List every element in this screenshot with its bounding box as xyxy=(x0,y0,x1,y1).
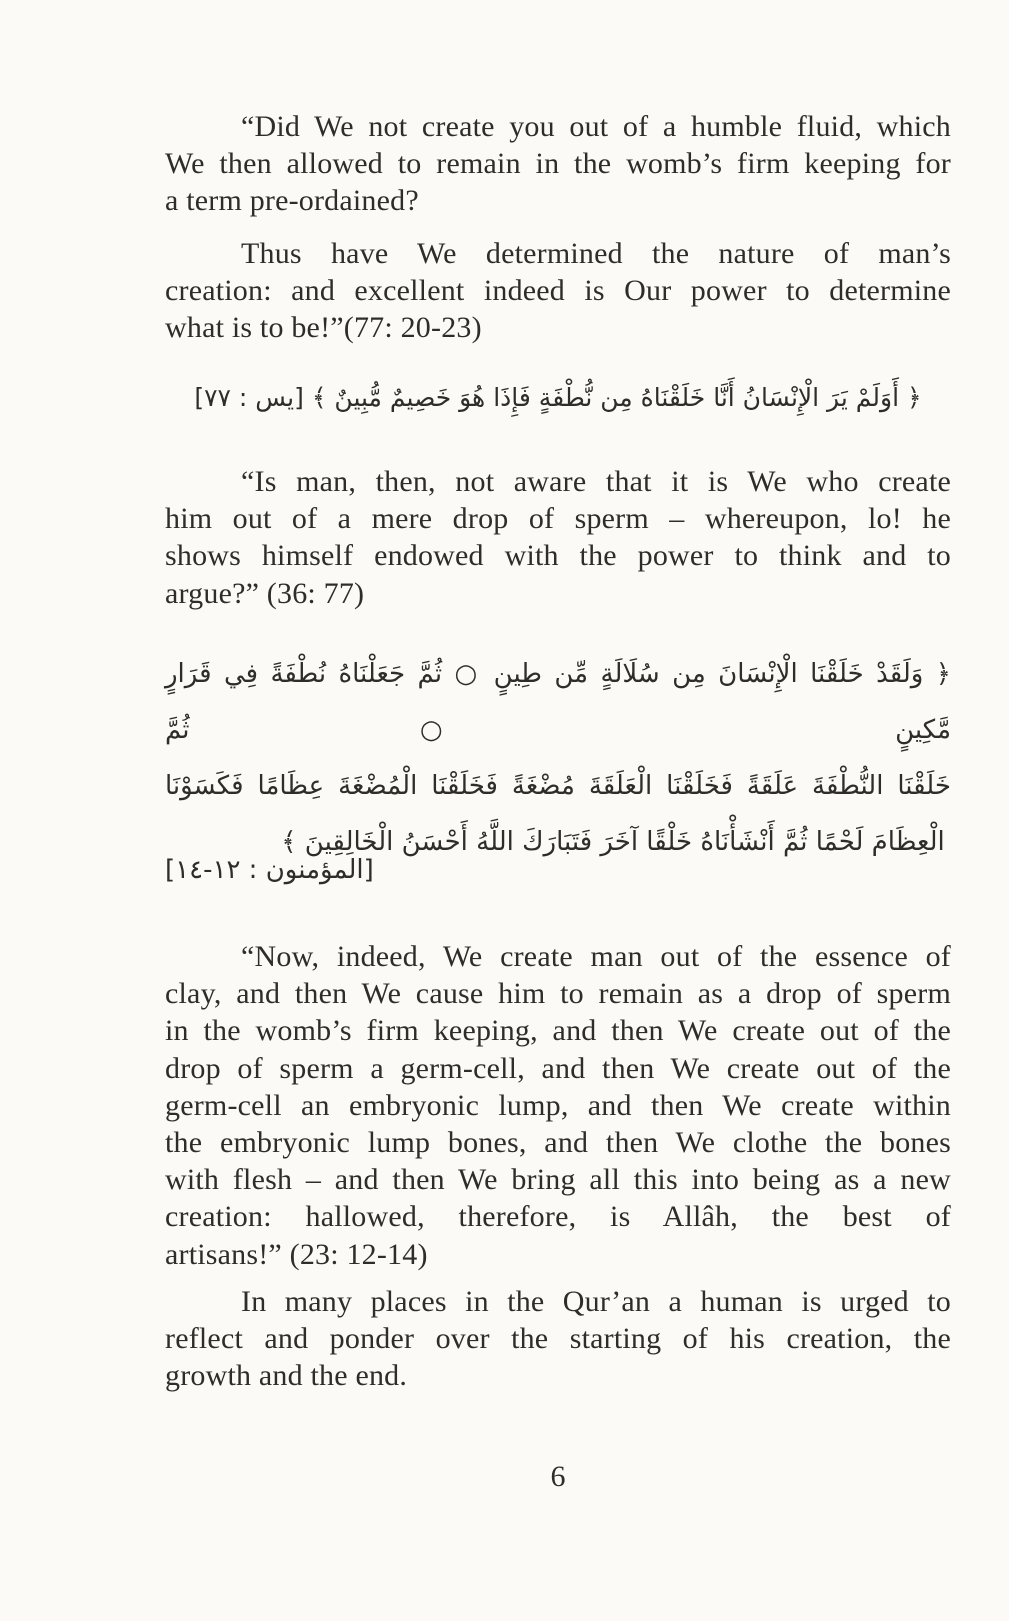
text-line: drop of sperm a germ-cell, and then We create out of the xyxy=(165,1051,951,1085)
text-line: a term pre-ordained? xyxy=(165,184,419,218)
text-line: In many places in the Qur’an a human is urged to xyxy=(241,1285,951,1318)
text-line: ﴿ وَلَقَدْ خَلَقْنَا الْإِنْسَانَ مِن سُلَالَةٍ مِّن طِينٍ ○ ثُمَّ جَعَلْنَاهُ نُطْفَةً فِي قَرَارٍ مَّكِينٍ ○ ثُمَّ xyxy=(165,659,951,745)
text-line: him out of a mere drop of sperm – whereupon, lo! he xyxy=(165,502,951,536)
text-line: argue?” (36: 77) xyxy=(165,576,365,610)
quran-arabic-yasin-77: ﴿ أَوَلَمْ يَرَ الْإِنْسَانُ أَنَّا خَلَقْنَاهُ مِن نُّطْفَةٍ فَإِذَا هُوَ خَصِيمٌ مُّبِينٌ ﴾ [يس : ٧٧] xyxy=(194,383,922,412)
quran-arabic-muminun-12-14 xyxy=(165,646,951,870)
text-line: with flesh – and then We bring all this into being as a new xyxy=(165,1163,951,1197)
text-line: in the womb’s firm keeping, and then We create out of the xyxy=(165,1014,951,1048)
text-line: We then allowed to remain in the womb’s firm keeping for xyxy=(165,147,951,181)
text-line: growth and the end. xyxy=(165,1359,408,1393)
page-number: 6 xyxy=(550,1460,566,1493)
quran-translation-23-12-14 xyxy=(165,938,951,1273)
text-line: “Did We not create you out of a humble fluid, which xyxy=(241,110,951,143)
surah-reference-muminun: [المؤمنون : ١٢-١٤] xyxy=(165,855,374,885)
text-line: creation: and excellent indeed is Our power to determine xyxy=(165,274,951,308)
quran-translation-77-20-23-part1 xyxy=(165,108,951,220)
text-line: الْعِظَامَ لَحْمًا ثُمَّ أَنْشَأْنَاهُ خَلْقًا آخَرَ فَتَبَارَكَ اللَّهُ أَحْسَنُ الْخَالِقِينَ ﴾ xyxy=(281,827,945,857)
text-line: “Now, indeed, We create man out of the essence of xyxy=(241,940,951,973)
closing-paragraph xyxy=(165,1283,951,1395)
text-line: reflect and ponder over the starting of his creation, the xyxy=(165,1322,951,1356)
text-line: Thus have We determined the nature of man’s xyxy=(241,237,951,270)
text-line: خَلَقْنَا النُّطْفَةَ عَلَقَةً فَخَلَقْنَا الْعَلَقَةَ مُضْغَةً فَخَلَقْنَا الْمُضْغَةَ عِظَامًا فَكَسَوْنَا xyxy=(165,771,951,801)
text-line: artisans!” (23: 12-14) xyxy=(165,1237,428,1271)
text-line: creation: hallowed, therefore, is Allâh, the best of xyxy=(165,1200,951,1234)
quran-translation-77-20-23-part2 xyxy=(165,235,951,347)
quran-translation-36-77 xyxy=(165,463,951,612)
text-line: what is to be!”(77: 20-23) xyxy=(165,311,482,345)
text-line: germ-cell an embryonic lump, and then We create within xyxy=(165,1088,951,1122)
text-line: shows himself endowed with the power to think and to xyxy=(165,539,951,573)
text-line: the embryonic lump bones, and then We clothe the bones xyxy=(165,1126,951,1160)
text-line: clay, and then We cause him to remain as a drop of sperm xyxy=(165,977,951,1011)
text-line: “Is man, then, not aware that it is We who create xyxy=(241,465,951,498)
